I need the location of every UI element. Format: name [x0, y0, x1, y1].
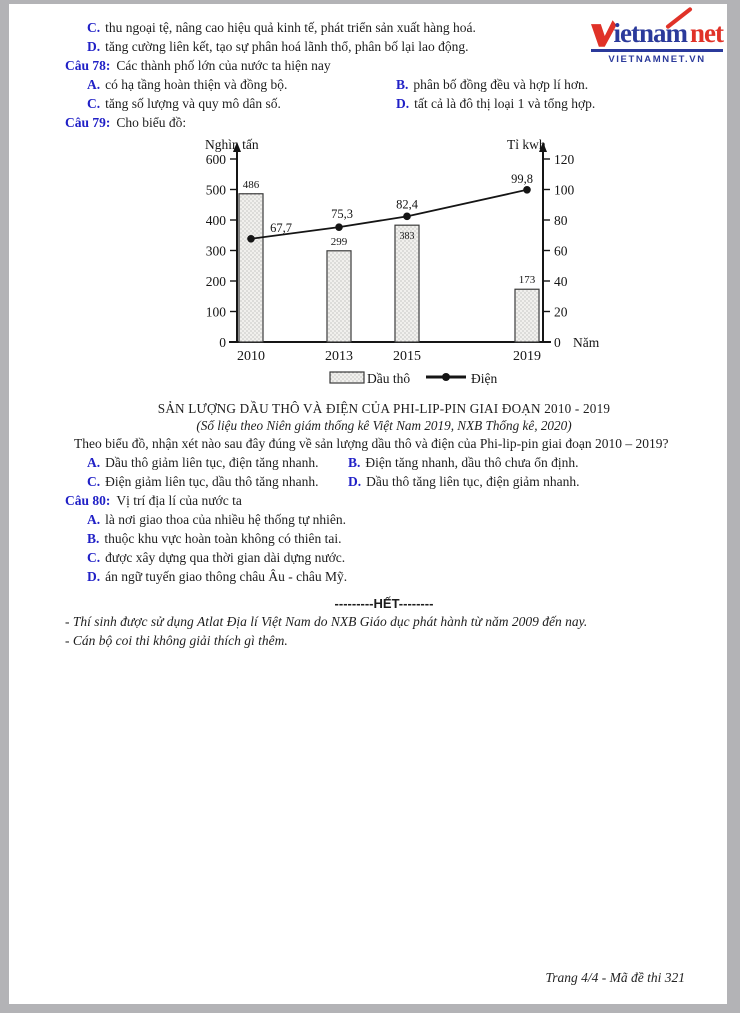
production-chart-svg [170, 138, 620, 396]
document-page [9, 4, 727, 1004]
bar-label-2015: 383 [399, 231, 415, 243]
right-tick-label: 0 [554, 335, 561, 350]
question-80-option-d [65, 567, 703, 586]
right-tick-label: 60 [554, 243, 568, 259]
left-tick-label: 400 [205, 213, 226, 228]
question-77-option-c [65, 18, 703, 37]
bar-2015 [395, 225, 419, 342]
logo-text-vietnam: ietnam [613, 18, 687, 48]
question-78-options-row-2 [65, 94, 703, 113]
left-tick-label: 600 [205, 152, 226, 167]
legend-label-oil: Dầu thô [367, 371, 411, 386]
option-text: tất cả là đô thị loại 1 và tổng hợp. [414, 96, 596, 111]
question-78-option-b [396, 75, 588, 94]
question-79-option-d [348, 472, 579, 491]
left-tick-label: 0 [219, 335, 226, 350]
question-78-option-c [87, 94, 396, 113]
question-78-number: Câu 78: [65, 58, 111, 73]
chart-subtitle: (Số liệu theo Niên giám thống kê Việt Nam 2019, NXB Thống kê, 2020) [196, 418, 572, 433]
question-79-options-row-2 [65, 472, 703, 491]
question-79-number: Câu 79: [65, 115, 111, 130]
option-letter: C. [87, 474, 101, 489]
bar-2013 [327, 251, 351, 342]
option-text: Dầu thô tăng liên tục, điện giảm nhanh. [366, 474, 580, 489]
option-text: thuộc khu vực hoàn toàn không có thiên tai. [104, 531, 342, 546]
option-text: tăng số lượng và quy mô dân số. [105, 96, 281, 111]
electricity-line [251, 190, 527, 239]
option-text: Điện tăng nhanh, dầu thô chưa ổn định. [365, 455, 579, 470]
right-axis-title: Tỉ kwh [507, 138, 546, 152]
year-label-2013: 2013 [325, 349, 353, 364]
bar-label-2013: 299 [330, 235, 348, 248]
question-79-stem [65, 113, 703, 132]
legend-bar-swatch [330, 372, 364, 383]
question-80-option-c [65, 548, 703, 567]
left-tick-label: 100 [205, 304, 226, 320]
exam-note-2: - Cán bộ coi thi không giải thích gì thêm. [65, 633, 288, 648]
question-79-text: Cho biểu đồ: [116, 115, 187, 130]
x-axis-title: Năm [573, 335, 600, 350]
right-tick-label: 40 [554, 274, 568, 289]
option-text: thu ngoại tệ, nâng cao hiệu quả kinh tế, phát triển sản xuất hàng hoá. [105, 20, 476, 35]
line-label-2019: 99,8 [511, 171, 533, 186]
bar-label-2010: 486 [242, 178, 260, 191]
option-text: là nơi giao thoa của nhiều hệ thống tự nhiên. [105, 512, 347, 527]
question-78-options-row-1 [65, 75, 703, 94]
question-80-text: Vị trí địa lí của nước ta [116, 493, 242, 508]
option-letter: B. [348, 455, 361, 470]
question-79-options-row-1 [65, 453, 703, 472]
bar-label-2019: 173 [518, 274, 536, 287]
question-80-option-a [65, 510, 703, 529]
exam-note-1: - Thí sinh được sử dụng Atlat Địa lí Việt Nam do NXB Giáo dục phát hành từ năm 2009 đến nay. [65, 614, 588, 629]
page-footer: Trang 4/4 - Mã đề thi 321 [545, 970, 685, 985]
left-axis-title: Nghìn tấn [205, 138, 259, 152]
right-tick-label: 80 [554, 213, 568, 228]
question-78-text: Các thành phố lớn của nước ta hiện nay [116, 58, 331, 73]
question-78-option-d [396, 94, 595, 113]
option-letter: A. [87, 77, 101, 92]
left-tick-label: 200 [205, 274, 226, 289]
logo-text-net: net [690, 18, 723, 48]
question-80-option-b [65, 529, 703, 548]
year-label-2019: 2019 [513, 349, 541, 364]
left-tick-label: 500 [205, 182, 226, 198]
right-tick-label: 20 [554, 304, 568, 320]
legend-label-electricity: Điện [471, 371, 498, 386]
option-letter: C. [87, 96, 101, 111]
option-text: Dầu thô giảm liên tục, điện tăng nhanh. [105, 455, 319, 470]
chart-title: SẢN LƯỢNG DẦU THÔ VÀ ĐIỆN CỦA PHI-LIP-PIN GIAI ĐOẠN 2010 - 2019 [157, 401, 611, 416]
option-text: được xây dựng qua thời gian dài dựng nước. [105, 550, 346, 565]
option-text: có hạ tầng hoàn thiện và đồng bộ. [105, 77, 288, 92]
option-text: tăng cường liên kết, tạo sự phân hoá lãnh thổ, phân bố lại lao động. [105, 39, 469, 54]
option-letter: A. [87, 512, 101, 527]
question-80-number: Câu 80: [65, 493, 111, 508]
line-label-2015: 82,4 [396, 197, 418, 212]
option-letter: B. [87, 531, 100, 546]
line-point-2010 [247, 235, 255, 243]
line-label-2013: 75,3 [331, 207, 353, 222]
line-point-2015 [403, 213, 411, 221]
bar-2010 [239, 194, 263, 342]
exam-content [9, 4, 727, 650]
option-letter: A. [87, 455, 101, 470]
right-tick-label: 100 [554, 182, 575, 198]
option-letter: D. [348, 474, 362, 489]
question-79-prompt: Theo biểu đồ, nhận xét nào sau đây đúng về sản lượng dầu thô và điện của Phi-lip-pin giai đoạn 2010 – 2019? [74, 436, 669, 451]
logo-domain-text: VIETNAMNET.VN [608, 54, 706, 65]
option-letter: B. [396, 77, 409, 92]
right-tick-label: 120 [554, 152, 575, 167]
question-80-stem [65, 491, 703, 510]
line-point-2013 [335, 223, 343, 231]
question-79-option-a [87, 453, 348, 472]
year-label-2015: 2015 [393, 349, 421, 364]
end-of-exam-marker: ---------HẾT-------- [334, 596, 434, 611]
production-chart [65, 138, 703, 396]
option-letter: C. [87, 20, 101, 35]
option-text: phân bố đồng đều và hợp lí hơn. [413, 77, 589, 92]
question-78-stem [65, 56, 703, 75]
question-79-option-c [87, 472, 348, 491]
question-77-option-d [65, 37, 703, 56]
option-letter: D. [87, 569, 101, 584]
option-text: Điện giảm liên tục, dầu thô tăng nhanh. [105, 474, 319, 489]
line-label-2010: 67,7 [270, 220, 292, 235]
bar-2019 [515, 289, 539, 342]
option-letter: C. [87, 550, 101, 565]
question-79-option-b [348, 453, 579, 472]
legend-line-dot [442, 373, 450, 381]
year-label-2010: 2010 [237, 349, 265, 364]
question-78-option-a [87, 75, 396, 94]
option-letter: D. [87, 39, 101, 54]
option-letter: D. [396, 96, 410, 111]
option-text: án ngữ tuyến giao thông châu Âu - châu Mỹ. [105, 569, 348, 584]
line-point-2019 [523, 186, 531, 194]
left-tick-label: 300 [205, 243, 226, 259]
